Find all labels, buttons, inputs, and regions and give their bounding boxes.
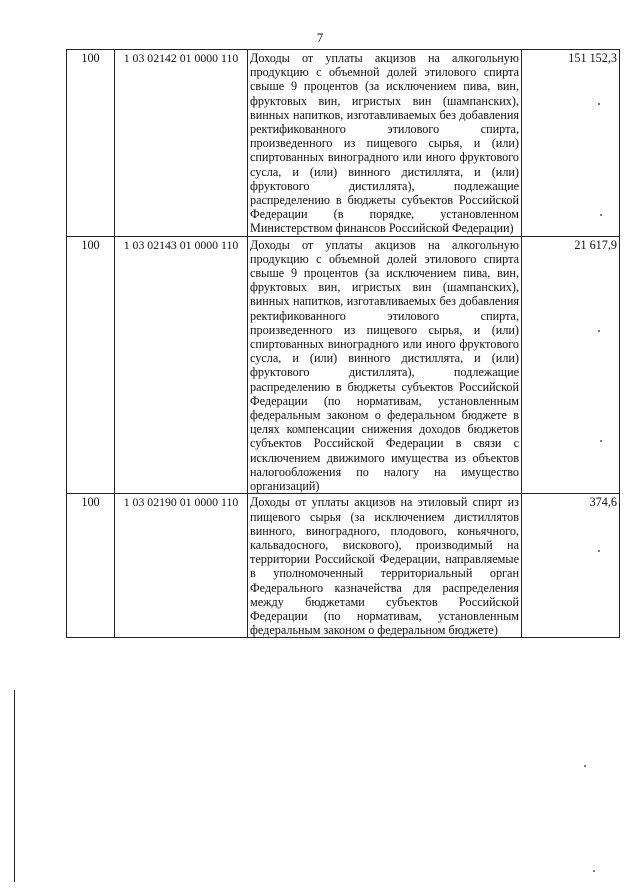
amount-cell: 374,6 bbox=[522, 494, 620, 638]
admin-code-cell: 100 bbox=[67, 50, 115, 237]
scan-speck bbox=[600, 440, 602, 442]
scan-speck bbox=[600, 214, 602, 216]
page-number: 7 bbox=[316, 30, 324, 45]
scan-speck bbox=[593, 870, 595, 872]
scan-speck bbox=[598, 103, 600, 105]
scan-speck bbox=[584, 765, 586, 767]
amount-cell: 151 152,3 bbox=[522, 50, 620, 237]
description-cell: Доходы от уплаты акцизов на этиловый спирт из пищевого сырья (за исключением дистиллятов винного, виноградного, плодового, коньячного, кальвадосного, вискового), производимый на территории Российской Федерации, направляемые в уполномоченный территориальный орган Федерального казначейства для распределения между бюджетами субъектов Российской Федерации (по нормативам, установленным федеральным законом о федеральном бюджете) bbox=[248, 494, 522, 638]
kbk-code-cell: 1 03 02142 01 0000 110 bbox=[115, 50, 248, 237]
revenue-table bbox=[66, 49, 620, 638]
table-row bbox=[67, 50, 620, 237]
admin-code-cell: 100 bbox=[67, 494, 115, 638]
table-row bbox=[67, 494, 620, 638]
amount-cell: 21 617,9 bbox=[522, 236, 620, 494]
admin-code-cell: 100 bbox=[67, 236, 115, 494]
description-cell: Доходы от уплаты акцизов на алкогольную продукцию с объемной долей этилового спирта свыше 9 процентов (за исключением пива, вин, фруктовых вин, игристых вин (шампанских), винных напитков, изготавливаемых без добавления ректификованного этилового спирта, произведенного из пищевого сырья, и (или) спиртованных виноградного или иного фруктового сусла, и (или) винного дистиллята, и (или) фруктового дистиллята), подлежащие распределению в бюджеты субъектов Российской Федерации (в порядке, установленном Министерством финансов Российской Федерации) bbox=[248, 50, 522, 237]
kbk-code-cell: 1 03 02190 01 0000 110 bbox=[115, 494, 248, 638]
scan-speck bbox=[598, 550, 600, 552]
kbk-code-cell: 1 03 02143 01 0000 110 bbox=[115, 236, 248, 494]
table-row bbox=[67, 236, 620, 494]
scan-speck bbox=[598, 330, 600, 332]
description-cell: Доходы от уплаты акцизов на алкогольную продукцию с объемной долей этилового спирта свыше 9 процентов (за исключением пива, вин, фруктовых вин, игристых вин (шампанских), винных напитков, изготавливаемых без добавления ректификованного этилового спирта, произведенного из пищевого сырья, и (или) спиртованных виноградного или иного фруктового сусла, и (или) винного дистиллята, и (или) фруктового дистиллята), подлежащие распределению в бюджеты субъектов Российской Федерации (по нормативам, установленным федеральным законом о федеральном бюджете в целях компенсации снижения доходов бюджетов субъектов Российской Федерации в связи с исключением движимого имущества из объектов налогообложения по налогу на имущество организаций) bbox=[248, 236, 522, 494]
margin-rule bbox=[14, 690, 15, 882]
